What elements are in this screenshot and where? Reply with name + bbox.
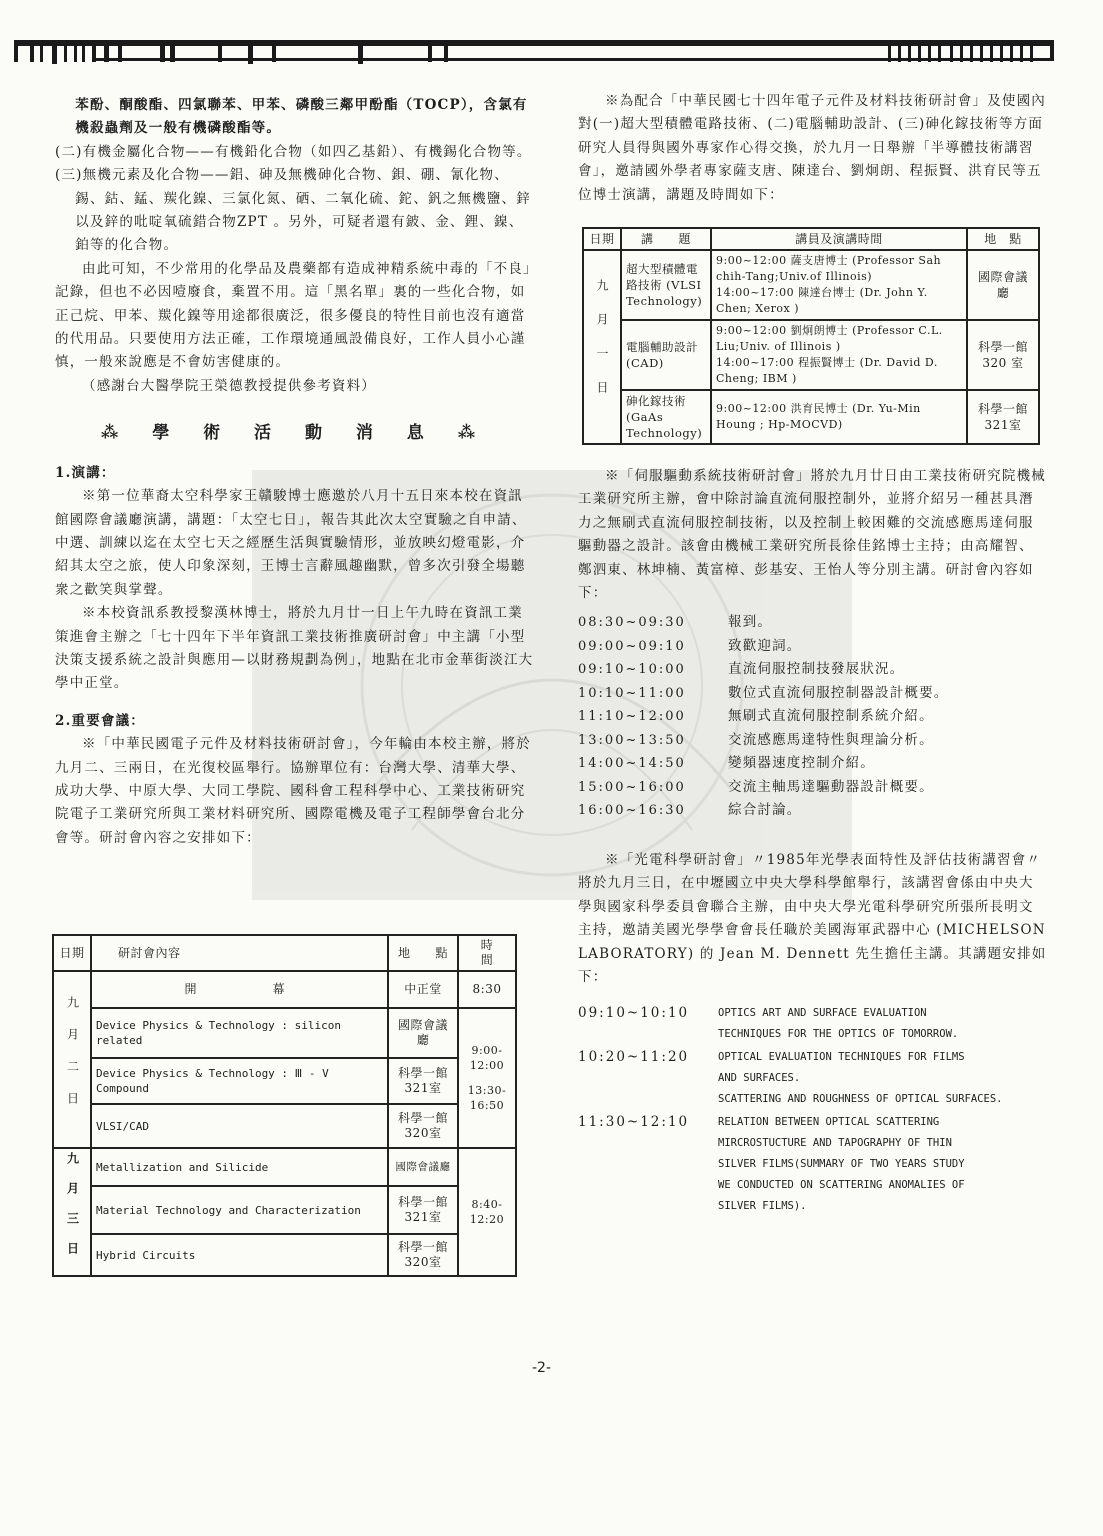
topic-cell: 電腦輔助設計 (CAD) bbox=[621, 320, 711, 390]
schedule-item: 交流主軸馬達驅動器設計概要。 bbox=[728, 778, 934, 795]
right-column bbox=[578, 90, 1048, 1217]
content-cell: VLSI/CAD bbox=[91, 1104, 388, 1148]
lecture-paragraph-1: ※第一位華裔太空科學家王贛駿博士應邀於八月十五日來本校在資訊館國際會議廳演講，講題：「太空七日」，報告其此次太空實驗之自申請、中選、訓練以迄在太空七天之經歷生活與實驗情形，並放映幻燈電影，介紹其太空之旅，使人印象深刻，王博士言辭風趣幽默，曾多次引發全場聽衆之歡笑與掌聲。 bbox=[55, 488, 527, 598]
optics-line: MIRCROSTUCTURE AND TAPOGRAPHY OF THIN bbox=[718, 1137, 952, 1150]
schedule-item: 報到。 bbox=[728, 614, 773, 631]
time-afternoon: 13:30-16:50 bbox=[467, 1084, 507, 1112]
schedule-time: 13:00~13:50 bbox=[578, 732, 686, 748]
left-column bbox=[55, 94, 535, 850]
header-border-bar bbox=[8, 36, 1058, 66]
content-cell: Device Physics & Technology : silicon related bbox=[91, 1008, 388, 1058]
speaker-line: 9:00~12:00 洪育民博士 (Dr. Yu-Min Houng ; Hp-MOCVD) bbox=[716, 402, 921, 432]
time-cell: 8:30 bbox=[458, 971, 516, 1008]
schedule-time: 09:10~10:00 bbox=[578, 662, 686, 678]
schedule-item: 致歡迎詞。 bbox=[728, 637, 802, 654]
speakers-cell bbox=[711, 320, 967, 390]
speakers-cell bbox=[711, 390, 967, 444]
content-cell: Metallization and Silicide bbox=[91, 1148, 388, 1186]
schedule-time: 14:00~14:50 bbox=[578, 756, 686, 772]
optics-line: SILVER FILMS(SUMMARY OF TWO YEARS STUDY bbox=[718, 1158, 965, 1171]
optics-line: WE CONDUCTED ON SCATTERING ANOMALIES OF bbox=[718, 1179, 965, 1192]
table-header-row bbox=[53, 935, 516, 971]
schedule-row bbox=[578, 776, 1048, 800]
content-cell: Material Technology and Characterization bbox=[91, 1186, 388, 1234]
topic-cell: 砷化鎵技術 (GaAs Technology) bbox=[621, 390, 711, 444]
schedule-item: 直流伺服控制技發展狀況。 bbox=[728, 661, 905, 678]
header-content: 研討會內容 bbox=[91, 935, 388, 971]
optics-topic bbox=[718, 1112, 1048, 1217]
schedule-time: 15:00~16:00 bbox=[578, 779, 686, 795]
place-cell: 科學一館 321室 bbox=[388, 1058, 458, 1104]
table-row bbox=[53, 1058, 516, 1104]
header-date: 日期 bbox=[53, 935, 91, 971]
optics-row bbox=[578, 1047, 1048, 1110]
schedule-item: 無刷式直流伺服控制系統介紹。 bbox=[728, 708, 934, 725]
conclusion-paragraph: 由此可知，不少常用的化學品及農藥都有造成神精系統中毒的「不良」記錄，但也不必因噎廢食，棄置不用。這「黑名單」裏的一些化合物，如正己烷、甲苯、羰化鎳等用途都很廣泛，很多優良的特性目前也沒有適當的代用品。只要使用方法正確，工作環境通風設備良好，工作人員小心謹慎，一般來說應是不會妨害健康的。 bbox=[55, 260, 531, 371]
optics-line: OPTICAL EVALUATION TECHNIQUES FOR FILMS bbox=[718, 1051, 965, 1064]
topic-cell: 超大型積體電路技術 (VLSI Technology) bbox=[621, 250, 711, 320]
workshop-paragraph: ※為配合「中華民國七十四年電子元件及材料技術研討會」及使國內對(一)超大型積體電路技術、(二)電腦輔助設計、(三)砷化鎵技術等方面研究人員得與國外專家作心得交換，於九月一日舉辦「半導體技術講習會」，邀請國外學者專家薩支唐、陳達台、劉炯朗、程振賢、洪育民等五位博士演講，講題及時間如下： bbox=[578, 93, 1046, 203]
place-cell: 科學一館 320 室 bbox=[967, 320, 1039, 390]
place-cell: 國際會議廳 bbox=[967, 250, 1039, 320]
optics-time: 09:10~10:10 bbox=[578, 1005, 690, 1022]
schedule-time: 10:10~11:00 bbox=[578, 685, 686, 701]
table-row bbox=[53, 1234, 516, 1276]
workshop-schedule-table bbox=[582, 227, 1040, 445]
time-cell bbox=[458, 1008, 516, 1148]
speaker-line: 9:00~12:00 薩支唐博士 (Professor Sah chih-Tang;Univ.of Illinois) bbox=[716, 254, 942, 284]
time-cell: 8:40-12:20 bbox=[458, 1148, 516, 1276]
schedule-row bbox=[578, 611, 1048, 635]
meeting-paragraph: ※「中華民國電子元件及材料技術研討會」，今年輪由本校主辦，將於九月二、三兩日，在光復校區舉行。協辦單位有：台灣大學、清華大學、成功大學、中原大學、大同工學院、國科會工程科學中心、工業技術研究院電子工業研究所與工業材料研究所、國際電機及電子工程師學會台北分會等。研討會內容之安排如下： bbox=[55, 736, 531, 846]
header-time: 時 間 bbox=[458, 935, 516, 971]
schedule-item: 綜合討論。 bbox=[728, 802, 802, 819]
speaker-line: 14:00~17:00 程振賢博士 (Dr. David D. Cheng; IBM ) bbox=[716, 356, 938, 386]
lecture-paragraph-2: ※本校資訊系教授黎漢林博士，將於九月廿一日上午九時在資訊工業策進會主辦之「七十四年下半年資訊工業技術推廣研討會」中主講「小型決策支援系統之設計與應用—以財務規劃為例」，地點在北市金華街淡江大學中正堂。 bbox=[55, 605, 534, 692]
page-number: -2- bbox=[532, 1360, 552, 1376]
optics-line: RELATION BETWEEN OPTICAL SCATTERING bbox=[718, 1116, 940, 1129]
subheading-meetings: 2.重要會議： bbox=[55, 712, 145, 729]
header-place: 地 點 bbox=[967, 228, 1039, 250]
schedule-time: 16:00~16:30 bbox=[578, 803, 686, 819]
subheading-lectures: 1.演講： bbox=[55, 464, 116, 481]
optics-topic bbox=[718, 1003, 1048, 1045]
schedule-item: 交流感應馬達特性與理論分析。 bbox=[728, 731, 934, 748]
place-cell: 中正堂 bbox=[388, 971, 458, 1008]
section-title: ⁂ 學 術 活 動 消 息 ⁂ bbox=[100, 423, 490, 444]
table-row bbox=[583, 250, 1039, 320]
optics-line: TECHNIQUES FOR THE OPTICS OF TOMORROW. bbox=[718, 1028, 959, 1041]
schedule-row bbox=[578, 658, 1048, 682]
schedule-time: 08:30~09:30 bbox=[578, 615, 686, 631]
place-cell: 國際會議廳 bbox=[388, 1148, 458, 1186]
toxic-list-item-3: (三)無機元素及化合物——鋁、砷及無機砷化合物、鋇、硼、氰化物、錫、鈷、錳、羰化鎳、三氯化氮、硒、二氧化硫、鉈、釩之無機鹽、鋅以及鋅的吡啶氧硫錯合物ZPT 。另外，可疑者還有鈹、金、鋰、鎳、鉑等的化合物。 bbox=[55, 167, 531, 254]
optics-schedule bbox=[578, 1003, 1048, 1217]
table-row bbox=[53, 971, 516, 1008]
optics-time: 10:20~11:20 bbox=[578, 1049, 690, 1066]
schedule-item: 數位式直流伺服控制器設計概要。 bbox=[728, 684, 949, 701]
schedule-row bbox=[578, 705, 1048, 729]
optics-time: 11:30~12:10 bbox=[578, 1114, 690, 1131]
speakers-cell bbox=[711, 250, 967, 320]
optics-row bbox=[578, 1112, 1048, 1217]
optics-line: SILVER FILMS). bbox=[718, 1200, 807, 1213]
schedule-item: 變頻器速度控制介紹。 bbox=[728, 755, 875, 772]
content-cell: Hybrid Circuits bbox=[91, 1234, 388, 1276]
header-date: 日期 bbox=[583, 228, 621, 250]
place-cell: 國際會議廳 bbox=[388, 1008, 458, 1058]
place-cell: 科學一館 321室 bbox=[967, 390, 1039, 444]
servo-schedule bbox=[578, 611, 1048, 823]
table-row bbox=[53, 1186, 516, 1234]
header-speakers: 講員及演講時間 bbox=[711, 228, 967, 250]
optics-line: AND SURFACES. bbox=[718, 1072, 801, 1085]
content-cell: Device Physics & Technology : Ⅲ - V Compound bbox=[91, 1058, 388, 1104]
table-row bbox=[583, 390, 1039, 444]
table-header-row bbox=[583, 228, 1039, 250]
time-morning: 9:00-12:00 bbox=[469, 1044, 505, 1072]
optics-row bbox=[578, 1003, 1048, 1045]
table-row bbox=[53, 1148, 516, 1186]
credit-note: （感謝台大醫學院王榮德教授提供參考資料） bbox=[82, 377, 376, 394]
servo-paragraph: ※「伺服驅動系統技術研討會」將於九月廿日由工業技術研究院機械工業研究所主辦，會中除討論直流伺服控制外，並將介紹另一種甚具潛力之無刷式直流伺服控制技術，以及控制上較困難的交流感應馬達伺服驅動器之設計。該會由機械工業研究所長徐佳銘博士主持；由高耀智、鄭泗東、林坤楠、黃富樟、彭基安、王怡人等分別主講。研討會內容如下： bbox=[578, 468, 1046, 602]
schedule-row bbox=[578, 729, 1048, 753]
day-cell: 九月二日 bbox=[53, 971, 91, 1148]
conference-schedule-table bbox=[52, 934, 517, 1277]
schedule-time: 09:00~09:10 bbox=[578, 638, 686, 654]
day-cell: 九月一日 bbox=[583, 250, 621, 444]
place-cell: 科學一館 321室 bbox=[388, 1186, 458, 1234]
optics-paragraph: ※「光電科學研討會」〃1985年光學表面特性及評估技術講習會〃將於九月三日，在中壢國立中央大學科學館舉行，該講習會係由中央大學與國家科學委員會聯合主辦，由中央大學光電科學研究所張所長明文主持，邀請美國光學學會會長任職於美國海軍武器中心 (MICHELSON LABORATORY) 的 Jean M. Dennett 先生擔任主講。其講題安排如下： bbox=[578, 851, 1047, 985]
header-place: 地 點 bbox=[388, 935, 458, 971]
header-topic: 講 題 bbox=[621, 228, 711, 250]
schedule-row bbox=[578, 682, 1048, 706]
schedule-row bbox=[578, 635, 1048, 659]
optics-line: OPTICS ART AND SURFACE EVALUATION bbox=[718, 1007, 927, 1020]
schedule-row bbox=[578, 752, 1048, 776]
optics-line: SCATTERING AND ROUGHNESS OF OPTICAL SURFACES. bbox=[718, 1093, 1003, 1106]
toxic-list-item-2: (二)有機金屬化合物——有機鉛化合物（如四乙基鉛）、有機錫化合物等。 bbox=[55, 143, 532, 160]
speaker-line: 14:00~17:00 陳達台博士 (Dr. John Y. Chen; Xerox ) bbox=[716, 286, 928, 316]
content-cell: 開 幕 bbox=[91, 971, 388, 1008]
place-cell: 科學一館 320室 bbox=[388, 1234, 458, 1276]
table-row bbox=[53, 1104, 516, 1148]
optics-topic bbox=[718, 1047, 1048, 1110]
toxic-list-continued: 苯酚、酮酸酯、四氯聯苯、甲苯、磷酸三鄰甲酚酯（TOCP），含氯有機殺蟲劑及一般有機磷酸酯等。 bbox=[75, 97, 528, 137]
place-cell: 科學一館 320室 bbox=[388, 1104, 458, 1148]
speaker-line: 9:00~12:00 劉炯朗博士 (Professor C.L. Liu;Univ. of Illinois ) bbox=[716, 324, 943, 354]
day-cell: 九月三日 bbox=[53, 1148, 91, 1276]
table-row bbox=[53, 1008, 516, 1058]
table-row bbox=[583, 320, 1039, 390]
schedule-row bbox=[578, 799, 1048, 823]
schedule-time: 11:10~12:00 bbox=[578, 709, 686, 725]
